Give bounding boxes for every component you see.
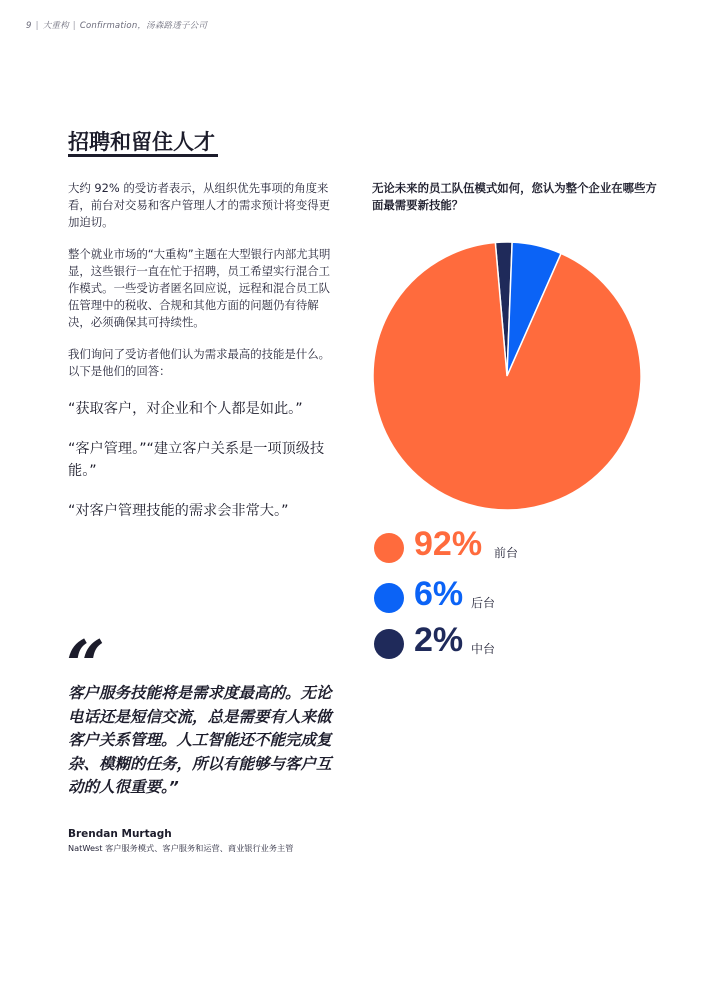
- header-section: 大重构: [42, 21, 69, 31]
- body-paragraph: 大约 92% 的受访者表示，从组织优先事项的角度来看，前台对交易和客户管理人才的需求预计将变得更加迫切。: [68, 181, 330, 229]
- legend-label: 前台: [494, 546, 519, 560]
- pie-svg: [371, 240, 643, 512]
- respondent-quotes: [68, 398, 336, 540]
- page-number: 9: [26, 21, 32, 31]
- legend-percent: 6%: [414, 575, 464, 613]
- title-underline: [68, 154, 218, 157]
- pullquote-attribution: [68, 828, 293, 854]
- chart-title: 无论未来的员工队伍模式如何，您认为整个企业在哪些方面最需要新技能？: [372, 181, 657, 212]
- running-header: 9 | 大重构 | Confirmation，汤森路透子公司: [26, 21, 208, 31]
- pullquote-text: 客户服务技能将是需求度最高的。无论电话还是短信交流，总是需要有人来做客户关系管理。人工智能还不能完成复杂、模糊的任务，所以有能够与客户互动的人很重要。”: [68, 684, 332, 796]
- body-paragraph: 我们询问了受访者他们认为需求最高的技能是什么。以下是他们的回答：: [68, 347, 330, 378]
- author-name: Brendan Murtagh: [68, 828, 172, 840]
- author-role: NatWest 客户服务模式、客户服务和运营、商业银行业务主管: [68, 843, 294, 853]
- quote-mark-icon: “: [66, 626, 106, 706]
- respondent-quote: “获取客户，对企业和个人都是如此。”: [68, 401, 303, 417]
- pie-chart: [371, 240, 643, 512]
- legend-label: 后台: [471, 596, 496, 610]
- legend-swatch: [374, 533, 404, 563]
- body-text: [68, 180, 336, 395]
- legend-percent: 92%: [414, 525, 483, 563]
- legend-label: 中台: [471, 642, 496, 656]
- header-publication: Confirmation，汤森路透子公司: [79, 21, 208, 31]
- legend-swatch: [374, 583, 404, 613]
- respondent-quote: “对客户管理技能的需求会非常大。”: [68, 503, 289, 519]
- body-paragraph: 整个就业市场的“大重构”主题在大型银行内部尤其明显，这些银行一直在忙于招聘，员工希望实行混合工作模式。一些受访者匿名回应说，远程和混合员工队伍管理中的税收、合规和其他方面的问题仍有待解决，必须确保其可持续性。: [68, 247, 331, 329]
- section-title: 招聘和留住人才: [68, 130, 215, 154]
- respondent-quote: “客户管理。”“建立客户关系是一项顶级技能。”: [68, 441, 325, 479]
- legend-percent: 2%: [414, 621, 464, 659]
- legend-swatch: [374, 629, 404, 659]
